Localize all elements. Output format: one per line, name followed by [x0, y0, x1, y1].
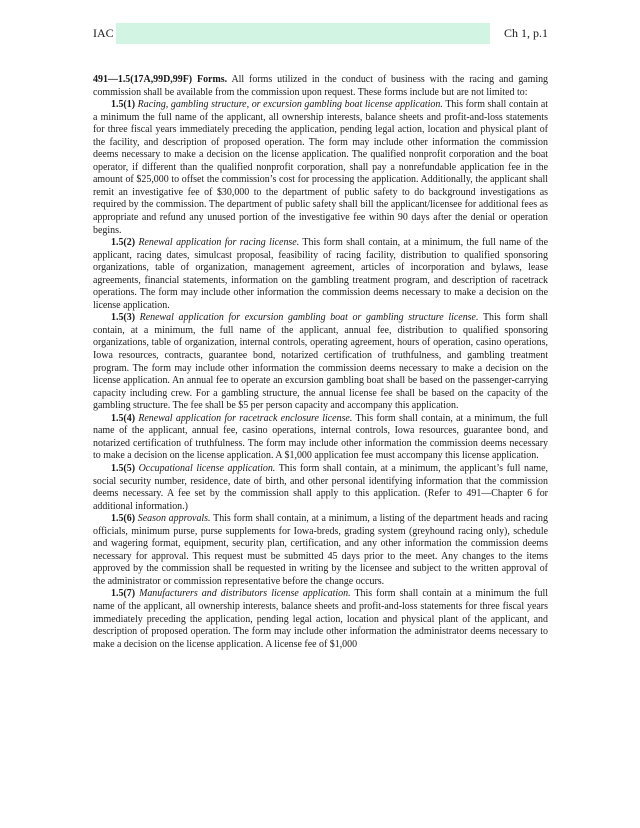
subrule-text: This form shall contain, at a minimum, the full name of the applicant, annual fee, casino operations, internal controls, Iowa resources, guarantee bond, and notarized certification of truthfulness. The form may include other information the commission deems necessary to make a decision on the license application. A $1,000 application fee must accompany this license application. — [93, 412, 548, 462]
subrule-text: This form shall contain at a minimum the full name of the applicant, all ownership interests, balance sheets and profit-and-loss statements for three fiscal years immediately preceding the application, pending legal action, location and physical plant of the applicant, and description of proposed operation. The form may include other information the administrator deems necessary to make a decision on the license application. A license fee of $1,000 — [93, 588, 548, 650]
subrule-title: Season approvals. — [137, 513, 211, 525]
document-body — [93, 74, 548, 651]
subrule-title: Renewal application for excursion gambling boat or gambling structure license. — [139, 312, 479, 324]
subrule-number: 1.5(3) — [111, 312, 136, 324]
subrule-number: 1.5(1) — [111, 99, 136, 111]
subrule-number: 1.5(4) — [111, 412, 136, 424]
page-header — [93, 22, 548, 44]
subrule-paragraph — [93, 99, 548, 237]
subrule-text: This form shall contain, at a minimum, the applicant’s full name, social security number, residence, date of birth, and other personal identifying information that the commission deems necessary. A fee set by the commission shall apply to this application. (Refer to 491—Chapter 6 for additional information.) — [93, 462, 548, 512]
subrule-number: 1.5(2) — [111, 237, 136, 249]
subrule-paragraph — [93, 463, 548, 513]
rule-number: 491—1.5(17A,99D,99F) — [93, 74, 193, 85]
subrule-number: 1.5(5) — [111, 462, 136, 474]
rule-text: All forms utilized in the conduct of business with the racing and gaming commission shall be available from the commission upon request. These forms include but are not limited to: — [93, 74, 549, 98]
subrule-number: 1.5(6) — [111, 513, 136, 525]
subrule-text: This form shall contain at a minimum the full name of the applicant, all ownership interests, balance sheets and profit-and-loss statements for three fiscal years immediately preceding the application, pending legal action, location and physical plant of the facility, and description of proposed operation. The form may include other information the commission deems necessary to make a decision on the license application. The qualified nonprofit corporation and the boat operator, if different than the qualified nonprofit corporation, shall pay a nonrefundable application fee in the amount of $25,000 to offset the commission’s cost for processing the application. Additionally, the applicant shall remit an investigative fee of $30,000 to the department of public safety to do background investigations as required by the commission. The department of public safety shall bill the applicant/licensee for additional fees as appropriate and refund any unused portion of the investigative fee within 90 days after the denial or operation begins. — [93, 99, 548, 236]
subrule-title: Renewal application for racing license. — [138, 237, 300, 249]
subrule-text: This form shall contain, at a minimum, the full name of the applicant, annual fee, distribution to qualified sponsoring organizations, table of organization, internal controls, operating agreement, hours of operation, casino operations, Iowa resources, contracts, guarantee bond, notarized certification of truthfulness, and gambling treatment program. The form may include other information the commission deems necessary to make a decision on the license application. An annual fee to operate an excursion gambling boat shall be based on the passenger-carrying capacity including crew. For a gambling structure, the annual license fee shall be based on the capacity of the gambling structure. The fee shall be $5 per person capacity and accompany this application. — [93, 312, 548, 412]
header-page-ref: Ch 1, p.1 — [503, 25, 548, 40]
subrule-paragraph — [93, 513, 548, 588]
rule-title: Forms. — [197, 74, 228, 85]
subrule-title: Renewal application for racetrack enclosure license. — [138, 412, 353, 424]
subrule-text: This form shall contain, at a minimum, the full name of the applicant, racing dates, simulcast proposal, feasibility of racing facility, distribution to qualified sponsoring organizations, table of organization, management agreement, articles of incorporation and bylaws, lease agreements, financial statements, information on the gambling treatment program, and description of racetrack operations. The form may include other information the commission deems necessary to make a decision on the license application. — [93, 237, 549, 311]
rule-paragraph — [93, 74, 548, 99]
header-code: IAC — [93, 25, 114, 40]
subrule-paragraph — [93, 312, 548, 412]
subrule-paragraph — [93, 413, 548, 463]
header-highlight-band — [116, 23, 490, 44]
subrule-title: Racing, gambling structure, or excursion gambling boat license application. — [137, 99, 443, 111]
subrule-title: Manufacturers and distributors license application. — [139, 588, 351, 600]
subrule-title: Occupational license application. — [138, 462, 276, 474]
subrule-paragraph — [93, 588, 548, 651]
subrule-paragraph — [93, 237, 548, 312]
subrule-number: 1.5(7) — [111, 588, 136, 600]
subrule-text: This form shall contain, at a minimum, a listing of the department heads and racing officials, minimum purse, purse supplements for Iowa-breds, grading system (greyhound racing only), schedule and wagering format, equipment, security plan, certification, and any other information the commission deems necessary for approval. This request must be submitted 45 days prior to the meet. Any changes to the items approved by the commission shall be requested in writing by the licensee and subject to the written approval of the administrator or commission representative before the change occurs. — [93, 513, 548, 587]
